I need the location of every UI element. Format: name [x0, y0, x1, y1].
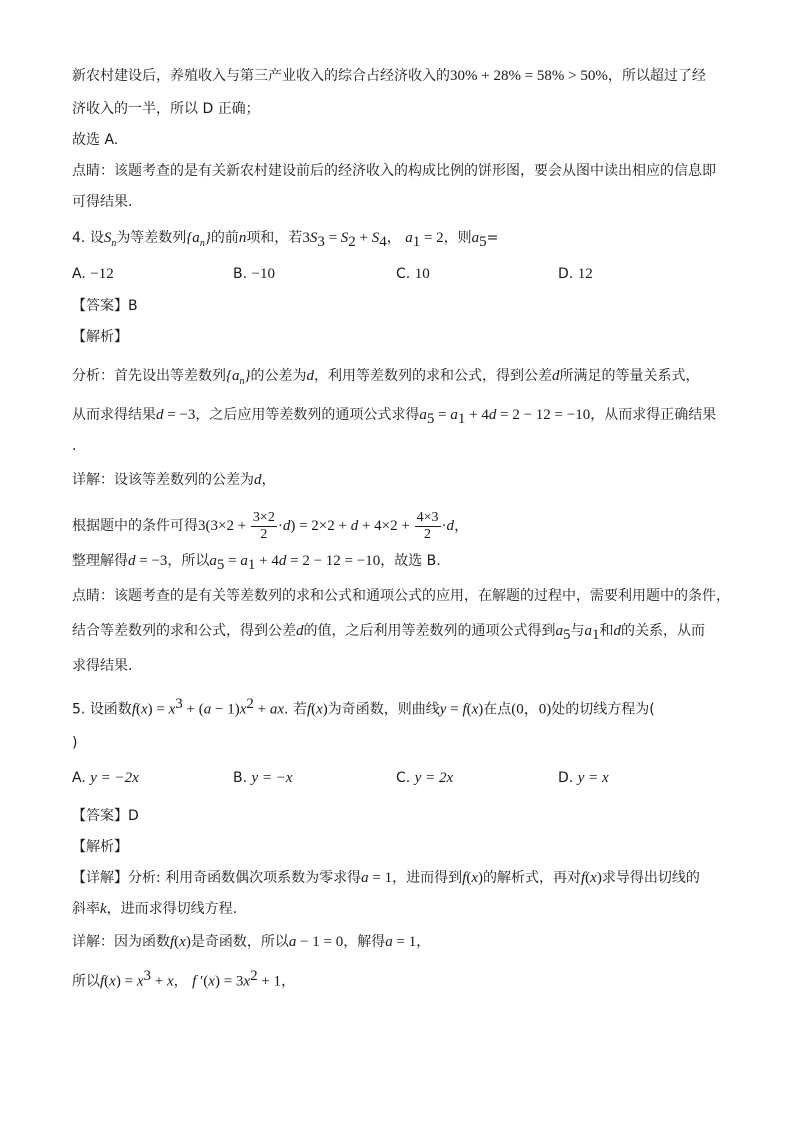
q4-comment-line-1: 点睛：该题考查的是有关等差数列的求和公式和通项公式的应用，在解题的过程中，需要利用题中的条件， [72, 588, 730, 604]
q4-comment-line-2: 结合等差数列的求和公式，得到公差d的值，之后利用等差数列的通项公式得到$a_5$与$a_1$和d的关系，从而 [72, 623, 705, 643]
q4-analysis-line-1: 分析：首先设出等差数列$\{a_n\}$的公差为d，利用等差数列的求和公式，得到公差d所满足的等量关系式， [72, 368, 700, 387]
q4-analysis-dot: . [72, 438, 77, 454]
q4-option-d: D. 12 [558, 266, 593, 282]
q5-analysis-tag: 【解析】 [72, 839, 128, 855]
q5-option-a: A. y = −2x [72, 770, 139, 786]
q5-detail-line-2: 所以$f(x) = x^3 + x$， f $'(x) = 3x^2 + 1$， [72, 968, 296, 990]
q4-comment-line-3: 求得结果. [72, 658, 133, 674]
q4-detail-line-3: 整理解得d = −3，所以$a_5 = a_1 + 4d = 2 - 12 = -10$，故选 B. [72, 553, 441, 573]
q5-option-b: B. y = −x [233, 770, 293, 786]
q5-detail-line-1: 详解：因为函数f(x)是奇函数，所以a − 1 = 0，解得a = 1， [72, 934, 431, 950]
q4-answer: 【答案】B [72, 298, 138, 314]
prev-line-2: 济收入的一半，所以 D 正确； [72, 101, 260, 117]
q4-option-c: C. 10 [396, 266, 430, 282]
prev-comment-line-2: 可得结果. [72, 194, 133, 210]
q4-analysis-tag: 【解析】 [72, 329, 128, 345]
q5-analysis-line-2: 斜率k，进而求得切线方程. [72, 901, 238, 917]
prev-line-1: 新农村建设后，养殖收入与第三产业收入的综合占经济收入的30% + 28% = 58% > 50%，所以超过了经 [72, 68, 706, 84]
prev-choice: 故选 A. [72, 132, 119, 148]
q4-analysis-line-2: 从而求得结果d = −3，之后应用等差数列的通项公式求得$a_5 = a_1 + 4d = 2 - 12 = -10$，从而求得正确结果 [72, 407, 717, 427]
q4-detail-line-2: 根据题中的条件可得3(3×2 + $\frac{3\times 2}{2}$ ·d) = 2×2 + d + 4×2 + $\frac{4\times 3}{2}$ ·d， [72, 509, 470, 542]
q4-option-a: A. −12 [72, 266, 114, 282]
q4-stem: 4. 设$S_n$为等差数列$\{a_n\}$的前n项和，若$3S_3 = S_2 + S_4$， $a_1 = 2$，则$a_5=$ [72, 230, 499, 250]
q5-stem-close: ) [72, 735, 78, 751]
q4-detail-line-1: 详解：设该等差数列的公差为d， [72, 472, 276, 488]
q5-answer: 【答案】D [72, 808, 139, 824]
q4-option-b: B. −10 [233, 266, 275, 282]
q5-analysis-line-1: 【详解】分析: 利用奇函数偶次项系数为零求得a = 1，进而得到f(x)的解析式，再对f(x)求导得出切线的 [72, 870, 700, 886]
q5-stem: 5. 设函数$f(x) = x^3 + (a - 1)x^2$ + ax. 若f(x)为奇函数，则曲线y = f(x)在点(0，0)处的切线方程为( [72, 696, 655, 718]
prev-comment-line-1: 点睛：该题考查的是有关新农村建设前后的经济收入的构成比例的饼形图，要会从图中读出相应的信息即 [72, 163, 716, 179]
q5-option-d: D. y = x [558, 770, 609, 786]
q5-option-c: C. y = 2x [396, 770, 454, 786]
